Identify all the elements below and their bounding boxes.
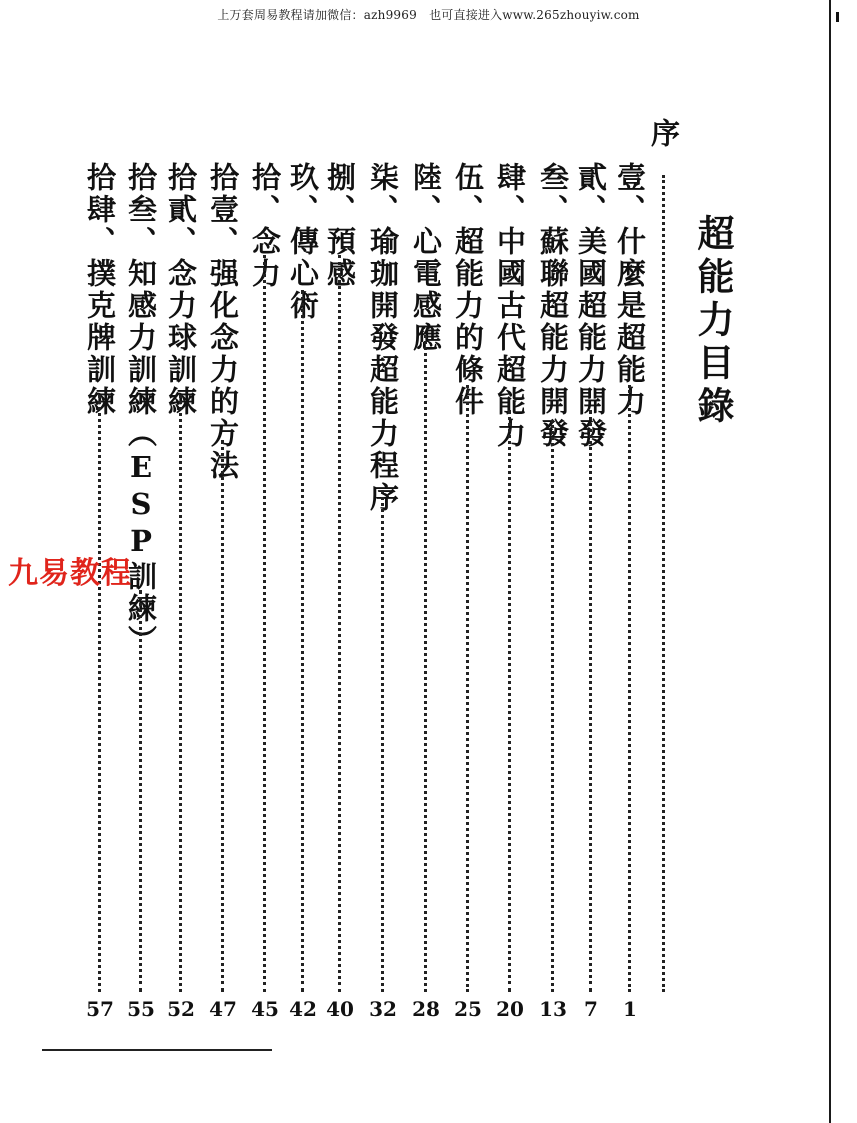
toc-entry-label: 壹、什麼是超能力 xyxy=(613,162,647,418)
toc-entry-label: 拾、念力 xyxy=(248,162,282,290)
toc-entry-page: 20 xyxy=(496,997,524,1021)
toc-entry-page: 47 xyxy=(209,997,237,1021)
toc-entry-page: 13 xyxy=(539,997,567,1021)
toc-entry-5 xyxy=(448,0,488,1123)
right-edge-rule xyxy=(829,0,831,1123)
toc-leader-dots xyxy=(338,255,341,992)
toc-leader-dots xyxy=(424,335,427,992)
toc-leader-dots xyxy=(139,590,142,992)
toc-entry-page: 40 xyxy=(326,997,354,1021)
toc-leader-dots xyxy=(301,290,304,992)
toc-entry-page: 1 xyxy=(623,997,637,1021)
toc-leader-dots xyxy=(628,385,631,992)
toc-entry-label: 陸、心電感應 xyxy=(409,162,443,354)
toc-entry-12 xyxy=(161,0,201,1123)
toc-entry-page: 32 xyxy=(369,997,397,1021)
toc-entry-page: 28 xyxy=(412,997,440,1021)
toc-entry-label: 拾肆、撲克牌訓練 xyxy=(83,162,117,418)
toc-entry-7 xyxy=(363,0,403,1123)
toc-entry-label: 拾壹、强化念力的方法 xyxy=(206,162,240,482)
toc-leader-dots xyxy=(589,410,592,992)
toc-entry-label: 序 xyxy=(647,118,681,150)
toc-entry-label: 玖、傳心術 xyxy=(286,162,320,322)
toc-entry-preface xyxy=(644,0,684,1123)
toc-entry-page: 42 xyxy=(289,997,317,1021)
toc-leader-dots xyxy=(662,175,665,992)
toc-entry-label: 叁、蘇聯超能力開發 xyxy=(536,162,570,450)
watermark-logo: 九易教程 xyxy=(8,556,132,591)
toc-entry-label: 拾貳、念力球訓練 xyxy=(164,162,198,418)
toc-entry-label: 柒、瑜珈開發超能力程序 xyxy=(366,162,400,514)
toc-entry-11 xyxy=(203,0,243,1123)
toc-entry-page: 55 xyxy=(127,997,155,1021)
toc-entry-label: 伍、超能力的條件 xyxy=(451,162,485,418)
toc-entry-2 xyxy=(571,0,611,1123)
toc-entry-page: 45 xyxy=(251,997,279,1021)
toc-leader-dots xyxy=(263,255,266,992)
toc-entry-page: 25 xyxy=(454,997,482,1021)
toc-title: 超能力目錄 xyxy=(691,214,735,429)
toc-leader-dots xyxy=(508,410,511,992)
toc-entry-1 xyxy=(610,0,650,1123)
toc-entry-4 xyxy=(490,0,530,1123)
toc-entry-8 xyxy=(320,0,360,1123)
toc-entry-9 xyxy=(283,0,323,1123)
toc-leader-dots xyxy=(466,385,469,992)
toc-leader-dots xyxy=(221,440,224,992)
toc-leader-dots xyxy=(551,420,554,992)
toc-entry-label: 拾叁、知感力訓練（ESP訓練） xyxy=(124,162,158,657)
page-header-watermark-text: 上万套周易教程请加微信：azh9969 也可直接进入www.265zhouyiw.com xyxy=(217,8,640,22)
corner-mark xyxy=(836,12,839,22)
toc-leader-dots xyxy=(98,395,101,992)
toc-leader-dots xyxy=(381,490,384,992)
toc-leader-dots xyxy=(179,395,182,992)
toc-entry-10 xyxy=(245,0,285,1123)
toc-entry-page: 57 xyxy=(86,997,114,1021)
toc-entry-3 xyxy=(533,0,573,1123)
toc-entry-page: 52 xyxy=(167,997,195,1021)
toc-entry-label: 捌、預感 xyxy=(323,162,357,290)
toc-entry-page: 7 xyxy=(584,997,598,1021)
toc-entry-label: 貳、美國超能力開發 xyxy=(574,162,608,450)
toc-entry-label: 肆、中國古代超能力 xyxy=(493,162,527,450)
toc-entry-6 xyxy=(406,0,446,1123)
